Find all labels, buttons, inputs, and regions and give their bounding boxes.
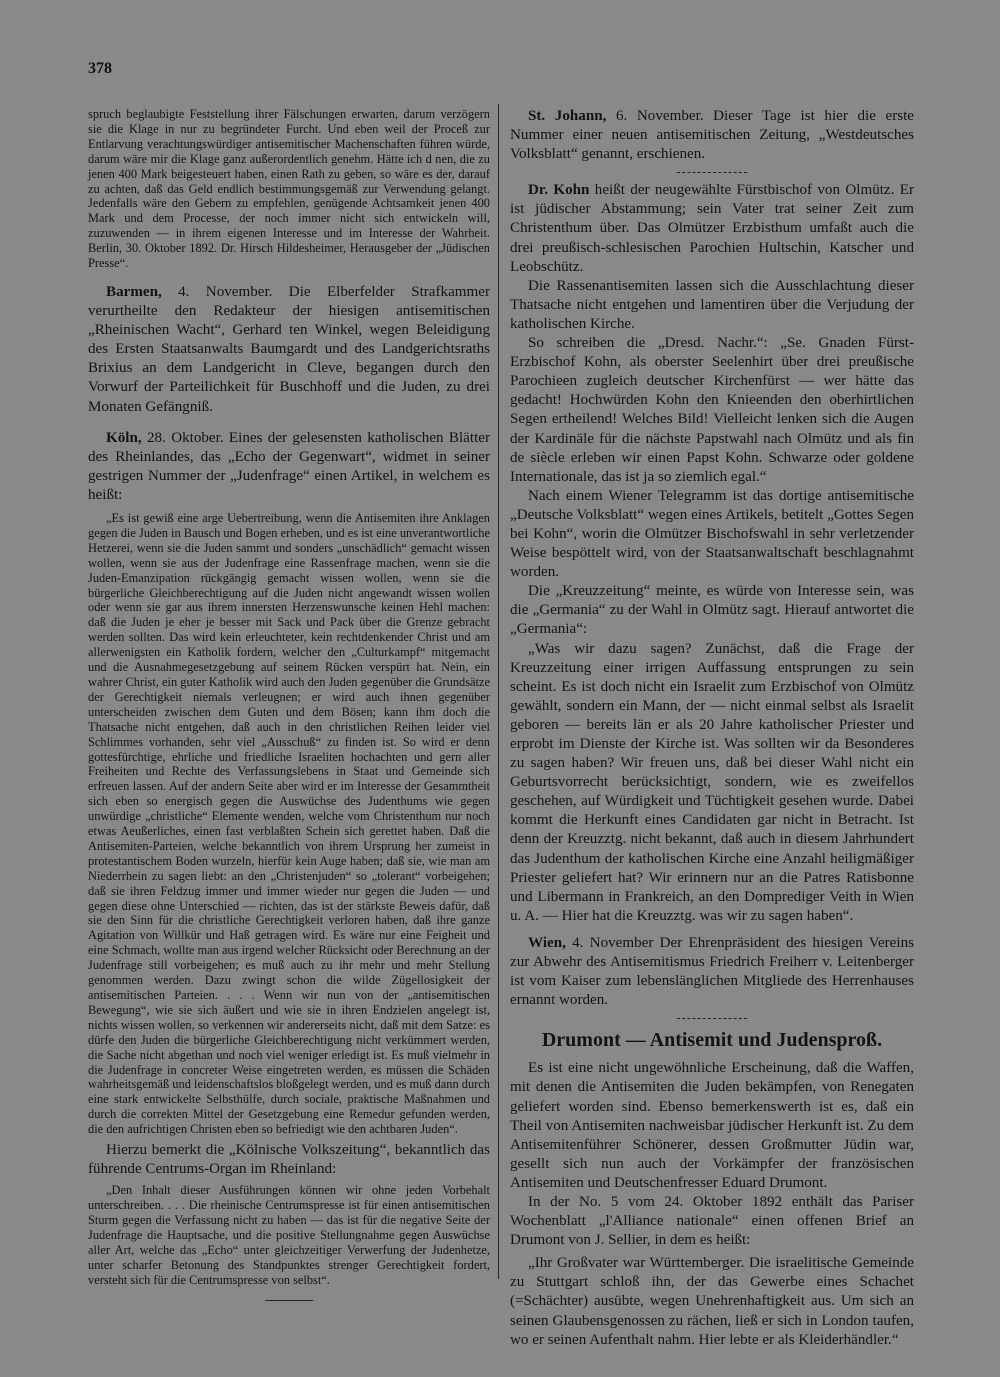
koeln-dateline: Köln, — [106, 429, 142, 446]
kohn-text: heißt der neugewählte Fürstbischof von Olmütz. Er ist jüdischer Abstammung; sein Vater trat seiner Zeit zum Christenthum über. Das Olmützer Erzbisthum umfaßt auch die drei preußisch-schlesischen Parochien Hultschin, Katscher und Leobschütz. — [510, 182, 914, 275]
kohn-dateline: Dr. Kohn — [528, 182, 590, 199]
wien-text: 4. November Der Ehrenpräsident des hiesigen Vereins zur Abwehr des Antisemitismus Friedrich Freiherr v. Leitenberger ist vom Kaiser zum lebenslänglichen Mitgliede des Herrenhauses ernannt worden. — [510, 934, 914, 1009]
section-end-rule — [265, 1300, 313, 1301]
dresden-paragraph: So schreiben die „Dresd. Nachr.“: „Se. Gnaden Fürst-Erzbischof Kohn, als oberster Seelenhirt über drei preußische Parochieen zugleich deutscher Kirchenfürst — wer hätte das gedacht! Hochwürden Kohn den Knieenden den oberhirtlichen Segen ertheilend! Welches Bild! Vielleicht lenken sich die Augen der Kardinäle für die nächste Papstwahl nach Olmütz und als fin de siècle erleben wir einen Papst Kohn. Schwarze oder goldene Internationale, das ist ja so ziemlich egal.“ — [510, 335, 914, 485]
divider-rule-2 — [677, 1018, 747, 1019]
divider-rule — [677, 172, 747, 173]
wien-dateline: Wien, — [528, 934, 566, 951]
wiener-paragraph: Nach einem Wiener Telegramm ist das dortige antisemitische „Deutsche Volksblatt“ wegen eines Artikels, betitelt „Gottes Segen bei Kohn“, worin die Olmützer Bischofswahl in sehr verletzender Weise bespöttelt wird, von der Staatsanwaltschaft beschlagnahmt worden. — [510, 487, 914, 581]
kvz-intro: Hierzu bemerkt die „Kölnische Volkszeitung“, bekanntlich das führende Centrums-Organ im Rheinland: — [88, 1142, 490, 1178]
drumont-paragraph-1: Es ist eine nicht ungewöhnliche Erscheinung, daß die Waffen, mit denen die Antisemiten die Juden bekämpfen, von Renegaten geliefert worden sind. Ebenso bemerkenswerth ist es, daß ein Theil von Antisemiten nachweisbar jüdischer Herkunft ist. Zu dem Antisemitenführer Schönerer, dessen Großmutter Jüdin war, gesellt sich nun auch der Vorkämpfer der französischen Antisemiten und Deutschenfresser Eduard Drumont. — [510, 1060, 914, 1191]
germania-quote: „Was wir dazu sagen? Zunächst, daß die Frage der Kreuzzeitung einer irrigen Auffassung entsprungen zu sein scheint. Es ist doch nicht ein Israelit zum Erzbischof von Olmütz gewählt, sondern ein Mann, der — nicht einmal selbst als Israelit geboren — bereits län er als 20 Jahre katholischer Priester und erprobt im Dienste der Kirche ist. Was sollten wir da Besonderes zu sagen haben? Wir freuen uns, daß bei dieser Wahl nicht ein Geburtsvorrecht berücksichtigt, sondern, wie es zweifellos geschehen, auf Würdigkeit und Tüchtigkeit gesehen wurde. Dabei kommt die Herkunft eines Candidaten gar nicht in Betracht. Ist denn der Kreuzztg. nicht bekannt, daß auch in diesem Jahrhundert das Judenthum der katholischen Kirche eine Anzahl heiligmäßiger Priester geliefert hat? Wir erinnern nur an die Patres Ratisbonne und Libermann in Frankreich, an den Domprediger Veith in Wien u. A. — Hier hat die Kreuzztg. was wir zu sagen haben“. — [510, 640, 914, 924]
kohn-report — [510, 181, 914, 276]
rasse-paragraph: Die Rassenantisemiten lassen sich die Ausschlachtung dieser Thatsache nicht entgehen und lamentiren über die Verjudung der katholischen Kirche. — [510, 277, 914, 332]
right-column — [510, 107, 914, 1350]
drumont-paragraph-2: In der No. 5 vom 24. Oktober 1892 enthält das Pariser Wochenblatt „l'Alliance nationale“ einen offenen Brief an Drumont von J. Sellier, in dem es heißt: — [510, 1193, 914, 1249]
koeln-report — [88, 429, 490, 505]
kreuzzeitung-paragraph: Die „Kreuzzeitung“ meinte, es würde von Interesse sein, was die „Germania“ zu der Wahl in Olmütz sagt. Hierauf antwortet die „Germania“: — [510, 583, 914, 638]
stjohann-dateline: St. Johann, — [528, 108, 607, 124]
stjohann-text: 6. November. Dieser Tage ist hier die erste Nummer einer neuen antisemitischen Zeitung, „Westdeutsches Volksblatt“ genannt, erschienen. — [510, 108, 914, 163]
letter-conclusion: spruch beglaubigte Feststellung ihrer Fälschungen erwarten, darum verzögern sie die Klage in nur zu begründeter Furcht. Und eben weil der Proceß zur Entlarvung verachtungswürdiger antisemitischer Machenschaften führen würde, darum wäre mir die Klage ganz außerordentlich genehm. Hätte ich d nen, die zu jenen 400 Mark beigesteuert haben, einen Rath zu geben, so wäre es der, darauf zu achten, daß das Geld endlich bestimmungsgemäß zur Verwendung gelangt. Jedenfalls wäre den Gebern zu empfehlen, genügende Achtsamkeit jenen 400 Mark und dem Processe, der noch immer nicht sich entwickeln will, zuzuwenden — in ihrem eigenen Interesse und im Interesse der Wahrheit. Berlin, 30. Oktober 1892. Dr. Hirsch Hildesheimer, Herausgeber der „Jüdischen Presse“. — [88, 107, 490, 271]
barmen-dateline: Barmen, — [106, 283, 162, 300]
sellier-quote: „Ihr Großvater war Württemberger. Die israelitische Gemeinde zu Stuttgart schloß ihn, der das Gewerbe eines Schachet (=Schächter) ausübte, wegen Unehrenhaftigkeit aus. Um sich an seinen Glaubensgenossen zu rächen, ließ er sich in London taufen, wo er seinen Aufenthalt nahm. Hier lebte er als Kleiderhändler.“ — [510, 1255, 914, 1348]
kvz-quote: „Den Inhalt dieser Ausführungen können wir ohne jeden Vorbehalt unterschreiben. . . . Die rheinische Centrumspresse ist für einen antisemitischen Sturm gegen die Verfassung nicht zu haben — das ist für die negative Seite der Judenfrage die Hauptsache, und die positive Stellungnahme gegen Auswüchse aller Art, welche das „Echo“ unter gleichzeitiger Verwerfung der Judenhetze, unter scharfer Betonung des Standpunktes strenger Gerechtigkeit fordert, versteht sich für die Centrumspresse von selbst“. — [88, 1183, 490, 1287]
column-divider — [498, 104, 499, 1279]
page-number: 378 — [88, 60, 112, 77]
barmen-report — [88, 283, 490, 417]
barmen-text: 4. November. Die Elberfelder Strafkammer verurtheilte den Redakteur der hiesigen antisemitischen „Rheinischen Wacht“, Gerhard ten Winkel, wegen Beleidigung des Ersten Staatsanwalts Baumgardt und des Landgerichtsraths Brixius an dem Landgericht in Cleve, begangen durch den Vorwurf der Parteilichkeit für Buschhoff und die Juden, zu drei Monaten Gefängniß. — [88, 283, 490, 415]
article-headline: Drumont — Antisemit und Judensproß. — [541, 1029, 883, 1052]
stjohann-report — [510, 107, 914, 164]
koeln-text: 28. Oktober. Eines der gelesensten katholischen Blätter des Rheinlandes, das „Echo der Gegenwart“, widmet in seiner gestrigen Nummer der „Judenfrage“ einen Artikel, in welchem es heißt: — [88, 429, 490, 503]
echo-quote: „Es ist gewiß eine arge Uebertreibung, wenn die Antisemiten ihre Anklagen gegen die Juden in Bausch und Bogen erheben, und es ist eine unverantwortliche Hetzerei, wenn sie die Juden sammt und sonders „unschädlich“ gemacht wissen wollen, wenn sie aus der Judenfrage eine Rassenfrage machen, wenn sie die Juden-Emanzipation rückgängig gemacht wissen wollen, wenn sie die bürgerliche Gleichberechtigung auf die Juden nicht angewandt wissen wollen oder wenn sie gar aus ihrem innersten Herzenswunsche keinen Hehl machen: daß die Juden je eher je besser mit Sack und Pack über die Grenze gebracht werden sollten. Das wird kein erleuchteter, kein rechtdenkender Christ und am allerwenigsten ein Katholik fordern, welcher den „Culturkampf“ mitgemacht und die Ausnahmegesetzgebung auf seinem Rücken verspürt hat. Nein, ein wahrer Christ, ein guter Katholik wird auch den Juden gegenüber die Grundsätze der Gerechtigkeit niemals verleugnen; er wird auch ihnen gegenüber unterscheiden zwischen dem Guten und dem Bösen; kann ihm doch die Thatsache nicht entgehen, daß auch in den christlichen Reihen leider viel Schlimmes vorhanden, sehr viel „Ausschuß“ zu finden ist. So wird er denn gottesfürchtige, ehrliche und friedliche Israeliten hochachten und gern aller Freiheiten und Rechte des Verfassungslebens in Staat und Gemeinde sich erfreuen lassen. Auf der andern Seite aber wird er im Interesse der Gesammtheit sich eben so energisch gegen die Auswüchse des Judenthums wie gegen unwürdige „christliche“ Elemente wenden, welche vom Christenthum nur noch etwas Aeußerliches, einen fast verblaßten Schein sich gerettet haben. Daß die Antisemiten-Parteien, welche bekanntlich von ihrem Ursprung her zumeist in protestantischem Boden wurzeln, hierfür kein Auge haben; daß sie, wie man am Niederrhein zu sagen liebt: an den „Christenjuden“ so „tolerant“ vorbeigehen; daß sie ihren Feldzug immer und immer wieder nur gegen die Juden — und gegen diese ohne Unterschied — richten, das ist der stärkste Beweis dafür, daß sie den Sinn für die christliche Gerechtigkeit verloren haben, daß ihre ganze Agitation von Willkür und Haß getragen wird. Es wäre nur eine Feigheit und eine Schmach, wollte man aus irgend welcher Rücksicht oder Berechnung an der Judenfrage still vorbeigehen; es muß auch zu ihr mehr und mehr Stellung genommen werden. Dazu zwingt schon die wilde Zügellosigkeit der antisemitischen Parteien. . . . Wenn wir nun von der „antisemitischen Bewegung“, wie sie sich äußert und wie sie in ihren Endzielen angelegt ist, nichts wissen wollen, so verkennen wir andererseits nicht, daß mit dem Satze: es dürfe den Juden die bürgerliche Gleichberechtigung nicht verkümmert werden, die Sache nicht abgethan und noch viel weniger erledigt ist. Es muß vielmehr in die Judenfrage in concreter Weise eingetreten werden, es müssen die Schäden wahrheitsgemäß und leidenschaftslos bloßgelegt werden, und es muß dann durch eine stark entwickelte Selbsthülfe, durch sociale, praktische Maßnahmen und durch die correkten Mittel der Gesetzgebung eine Remedur gefunden werden, die den aufrichtigen Christen eben so befriedigt wie den achtbaren Juden“. — [88, 511, 490, 1137]
wien-report — [510, 934, 914, 1010]
left-column — [88, 107, 490, 1301]
